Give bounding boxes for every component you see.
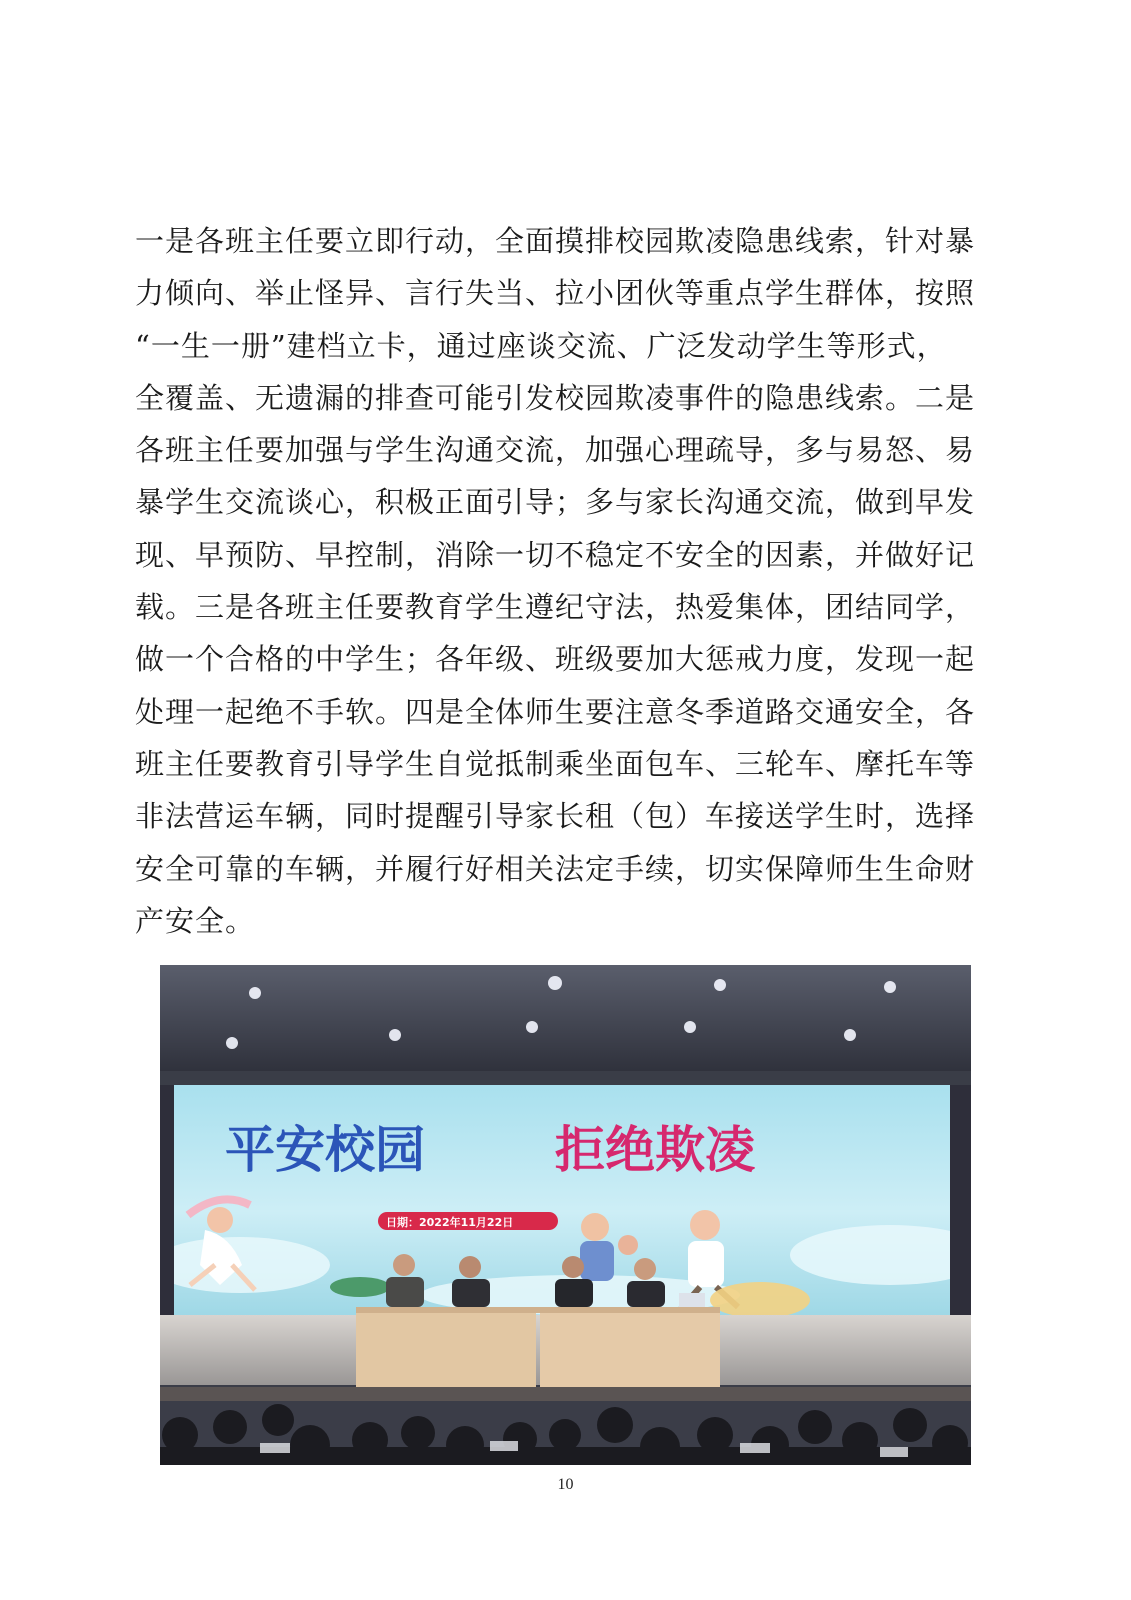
text-line: 暴学生交流谈心，积极正面引导；多与家长沟通交流，做到早发 — [135, 485, 976, 520]
text-line: 做一个合格的中学生；各年级、班级要加大惩戒力度，发现一起 — [135, 642, 976, 677]
text-line: 载。三是各班主任要教育学生遵纪守法，热爱集体，团结同学， — [135, 590, 976, 625]
text-line: 产安全。 — [135, 903, 256, 938]
text-line: 安全可靠的车辆，并履行好相关法定手续，切实保障师生生命财 — [135, 851, 976, 886]
text-line: 力倾向、举止怪异、言行失当、拉小团伙等重点学生群体，按照 — [135, 276, 976, 311]
banner-title-right: 拒绝欺凌 — [555, 1121, 755, 1179]
banner-date: 日期：2022年11月22日 — [386, 1216, 514, 1229]
text-line: 非法营运车辆，同时提醒引导家长租（包）车接送学生时，选择 — [135, 799, 976, 834]
body-paragraph — [135, 215, 983, 947]
page-number: 10 — [557, 1476, 574, 1493]
text-line: “一生一册”建档立卡，通过座谈交流、广泛发动学生等形式， — [135, 328, 947, 363]
text-line: 处理一起绝不手软。四是全体师生要注意冬季道路交通安全，各 — [135, 694, 976, 729]
text-line: 全覆盖、无遗漏的排查可能引发校园欺凌事件的隐患线索。二是 — [135, 380, 976, 415]
banner-title-left: 平安校园 — [225, 1121, 425, 1179]
text-line: 现、早预防、早控制，消除一切不稳定不安全的因素，并做好记 — [135, 537, 976, 572]
text-line: 一是各班主任要立即行动，全面摸排校园欺凌隐患线索，针对暴 — [135, 224, 976, 258]
meeting-photo — [160, 965, 971, 1465]
text-line: 班主任要教育引导学生自觉抵制乘坐面包车、三轮车、摩托车等 — [135, 746, 976, 781]
text-line: 各班主任要加强与学生沟通交流，加强心理疏导，多与易怒、易 — [135, 433, 976, 468]
audience — [160, 1404, 971, 1465]
